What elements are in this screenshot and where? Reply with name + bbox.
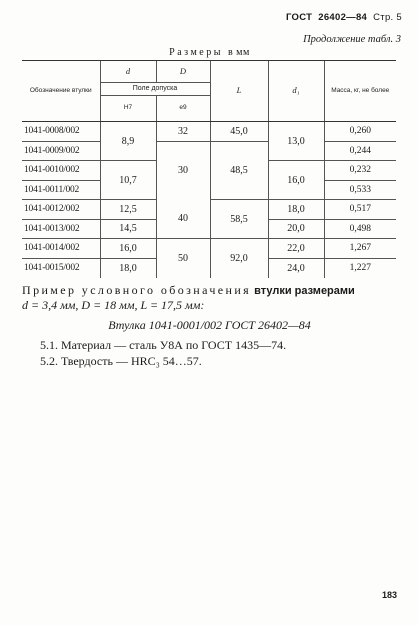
- header-d1: d₁: [268, 61, 324, 122]
- L-cell: 58,5: [210, 200, 268, 239]
- designation-cell: 1041-0008/002: [22, 122, 100, 142]
- designation-cell: 1041-0010/002: [22, 161, 100, 181]
- D-cell: 30: [156, 141, 210, 200]
- note-material: 5.1. Материал — сталь У8А по ГОСТ 1435—74.: [40, 338, 287, 352]
- header-d: d: [100, 61, 156, 83]
- d1-cell: 16,0: [268, 161, 324, 200]
- d-cell: 12,5: [100, 200, 156, 220]
- header-D: D: [156, 61, 210, 83]
- page-number: 183: [381, 590, 397, 600]
- d1-cell: 13,0: [268, 122, 324, 161]
- example-params: d = 3,4 мм, D = 18 мм, L = 17,5 мм:: [22, 298, 205, 312]
- dimensions-unit: в мм: [227, 47, 250, 58]
- designation-cell: 1041-0015/002: [24, 263, 80, 273]
- D-cell: 32: [156, 122, 210, 142]
- d1-cell: 20,0: [268, 219, 324, 239]
- d1-cell: 24,0: [268, 258, 324, 278]
- designation-cell: 1041-0013/002: [22, 219, 100, 239]
- L-cell: 48,5: [210, 141, 268, 200]
- note-hardness: 5.2. Твердость — HRC₃ 54…57.: [40, 354, 202, 368]
- header-L: L: [210, 61, 268, 122]
- d-cell: 8,9: [100, 122, 156, 161]
- mass-cell: 0,232: [324, 161, 396, 181]
- d1-cell: 18,0: [268, 200, 324, 220]
- table-row: [22, 200, 396, 220]
- d-cell: 18,0: [100, 258, 156, 278]
- example-spaced-text: Пример условного обозначения: [22, 283, 252, 297]
- L-cell: 45,0: [210, 122, 268, 142]
- header-D-tolerance: e9: [156, 96, 210, 122]
- header-mass: Масса, кг, не более: [324, 61, 396, 122]
- mass-cell: 0,533: [324, 180, 396, 200]
- designation-cell: 1041-0011/002: [22, 180, 100, 200]
- dimensions-word: Размеры: [169, 47, 223, 58]
- table-row: [22, 239, 396, 259]
- header-page: Стр. 5: [373, 12, 402, 23]
- table-row: [22, 122, 396, 142]
- designation-cell: 1041-0014/002: [22, 239, 100, 259]
- mass-cell: 1,267: [324, 239, 396, 259]
- example-designation: Втулка 1041-0001/002 ГОСТ 26402—84: [108, 318, 311, 332]
- mass-cell: 1,227: [324, 258, 396, 278]
- mass-cell: 0,244: [324, 141, 396, 161]
- page-header: [262, 12, 402, 23]
- example-rest-text: втулки размерами: [254, 285, 355, 297]
- designation-cell: 1041-0009/002: [22, 141, 100, 161]
- d-cell: 10,7: [100, 161, 156, 200]
- example-heading: [22, 283, 402, 299]
- header-standard: ГОСТ: [285, 12, 313, 23]
- table-continuation: Продолжение табл. 3: [303, 34, 401, 45]
- d1-cell: 22,0: [268, 239, 324, 259]
- table-row: [22, 141, 396, 161]
- d-cell: 16,0: [100, 239, 156, 259]
- mass-cell: 0,260: [324, 122, 396, 142]
- header-number: 26402—84: [318, 12, 368, 23]
- mass-cell: 0,498: [324, 219, 396, 239]
- designation-cell: 1041-0012/002: [22, 200, 100, 220]
- D-cell: 50: [156, 239, 210, 278]
- dimensions-caption: [0, 47, 419, 58]
- d-cell: 14,5: [100, 219, 156, 239]
- D-cell: 40: [156, 200, 210, 239]
- mass-cell: 0,517: [324, 200, 396, 220]
- header-designation: Обозначение втулки: [22, 61, 100, 122]
- header-d-tolerance: H7: [100, 96, 156, 122]
- dimensions-table: [22, 60, 396, 278]
- header-tolerance-field: Поле допуска: [100, 83, 210, 96]
- L-cell: 92,0: [210, 239, 268, 278]
